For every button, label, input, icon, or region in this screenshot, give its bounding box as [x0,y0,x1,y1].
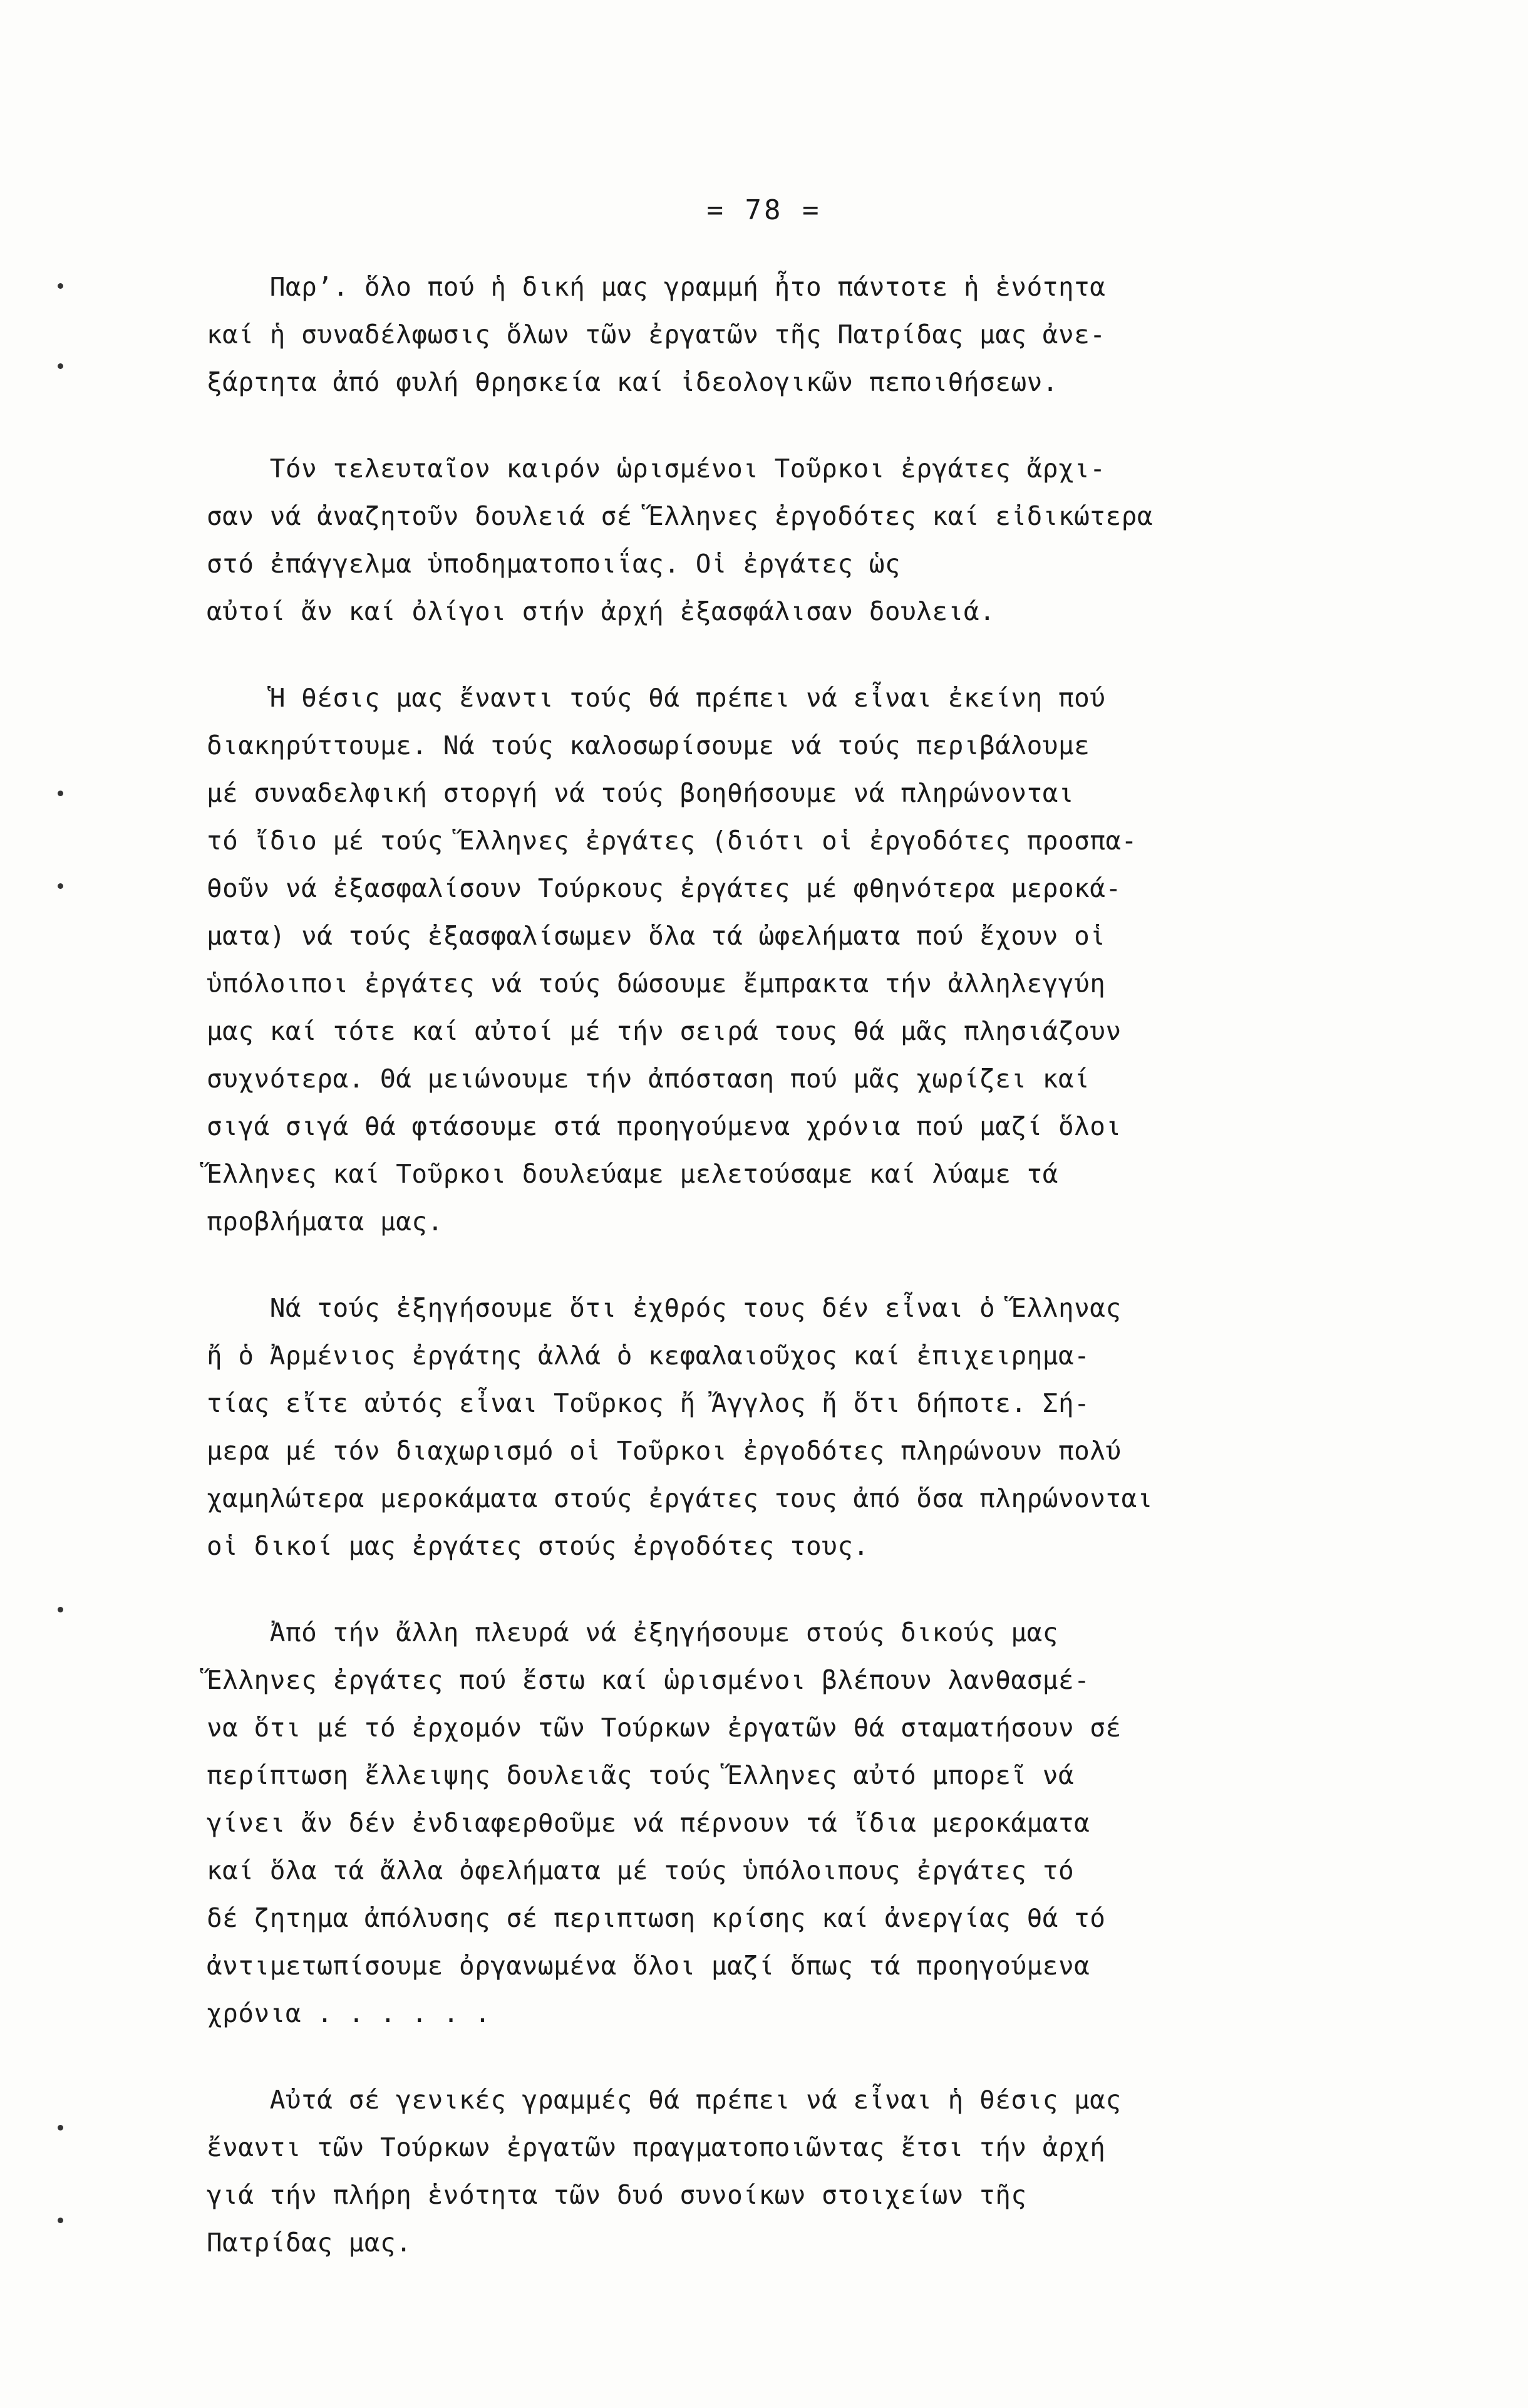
paragraph [207,263,1353,406]
text-line: ξάρτητα ἀπό φυλή θρησκεία καί ἰδεολογικῶν πεποιθήσεων. [207,367,1058,397]
text-line: αὐτοί ἄν καί ὀλίγοι στήν ἀρχή ἐξασφάλισαν δουλειά. [207,596,996,626]
page-number: = 78 = [706,194,822,226]
text-line: συχνότερα. Θά μειώνουμε τήν ἀπόσταση πού μᾶς χωρίζει καί [207,1064,1090,1094]
text-line: καί ἡ συναδέλφωσις ὅλων τῶν ἐργατῶν τῆς Πατρίδας μας ἀνε- [207,319,1106,350]
text-line: μας καί τότε καί αὐτοί μέ τήν σειρά τους θά μᾶς πλησιάζουν [207,1016,1122,1046]
body-text [207,263,1353,2305]
text-line: οἱ δικοί μας ἐργάτες στούς ἐργοδότες τους. [207,1531,869,1561]
text-line: χαμηλώτερα μεροκάματα στούς ἐργάτες τους ἀπό ὅσα πληρώνονται [207,1483,1154,1513]
margin-speck [58,283,63,289]
margin-speck [58,363,63,369]
margin-speck [58,2218,63,2223]
text-line: περίπτωση ἔλλειψης δουλειᾶς τούς Ἕλληνες αὐτό μπορεῖ νά [207,1760,1075,1790]
text-line: γίνει ἄν δέν ἐνδιαφερθοῦμε νά πέρνουν τά ἴδια μεροκάματα [207,1808,1090,1838]
text-line: τό ἴδιο μέ τούς Ἕλληνες ἐργάτες (διότι οἱ ἐργοδότες προσπα- [207,826,1137,856]
text-line: μέ συναδελφική στοργή νά τούς βοηθήσουμε νά πληρώνονται [207,778,1075,808]
text-line: να ὅτι μέ τό ἐρχομόν τῶν Τούρκων ἐργατῶν θά σταματήσουν σέ [207,1713,1122,1743]
text-line: καί ὅλα τά ἄλλα ὀφελήματα μέ τούς ὑπόλοιπους ἐργάτες τό [207,1855,1075,1886]
text-line: Νά τούς ἐξηγήσουμε ὅτι ἐχθρός τους δέν εἶναι ὁ Ἕλληνας [207,1293,1122,1323]
text-line: ματα) νά τούς ἐξασφαλίσωμεν ὅλα τά ὠφελήματα πού ἔχουν οἱ [207,921,1106,951]
text-line: γιά τήν πλήρη ἑνότητα τῶν δυό συνοίκων στοιχείων τῆς [207,2180,1027,2210]
paragraph [207,1284,1353,1570]
margin-speck [58,883,63,889]
margin-speck [58,2125,63,2130]
text-line: Αὐτά σέ γενικές γραμμές θά πρέπει νά εἶναι ἡ θέσις μας [207,2085,1122,2115]
paragraph [207,445,1353,635]
paragraph [207,674,1353,1245]
text-line: μερα μέ τόν διαχωρισμό οἱ Τοῦρκοι ἐργοδότες πληρώνουν πολύ [207,1436,1122,1466]
text-line: σαν νά ἀναζητοῦν δουλειά σέ Ἕλληνες ἐργοδότες καί εἰδικώτερα [207,501,1154,531]
text-line: θοῦν νά ἐξασφαλίσουν Τούρκους ἐργάτες μέ φθηνότερα μεροκά- [207,873,1122,903]
paragraph [207,2076,1353,2266]
paragraph [207,1609,1353,2037]
text-line: δέ ζητημα ἀπόλυσης σέ περιπτωση κρίσης καί ἀνεργίας θά τό [207,1903,1106,1933]
text-line: σιγά σιγά θά φτάσουμε στά προηγούμενα χρόνια πού μαζί ὅλοι [207,1111,1122,1141]
text-line: προβλήματα μας. [207,1207,443,1237]
margin-speck [58,791,63,796]
text-line: Παρ’. ὅλο πού ἡ δική μας γραμμή ἦτο πάντοτε ἡ ἑνότητα [207,272,1106,302]
text-line: Τόν τελευταῖον καιρόν ὡρισμένοι Τοῦρκοι ἐργάτες ἄρχι- [207,454,1106,484]
text-line: Πατρίδας μας. [207,2228,412,2258]
text-line: τίας εἴτε αὐτός εἶναι Τοῦρκος ἤ Ἄγγλος ἤ ὅτι δήποτε. Σή- [207,1388,1090,1418]
text-line: διακηρύττουμε. Νά τούς καλοσωρίσουμε νά τούς περιβάλουμε [207,730,1090,760]
text-line: Ἕλληνες καί Τοῦρκοι δουλεύαμε μελετούσαμε καί λύαμε τά [207,1159,1058,1189]
text-line: ὑπόλοιποι ἐργάτες νά τούς δώσουμε ἔμπρακτα τήν ἀλληλεγγύη [207,968,1106,999]
text-line: Ἕλληνες ἐργάτες πού ἔστω καί ὡρισμένοι βλέπουν λανθασμέ- [207,1665,1090,1695]
margin-speck [58,1607,63,1612]
text-line: Ἡ θέσις μας ἔναντι τούς θά πρέπει νά εἶναι ἐκείνη πού [207,683,1106,713]
text-line: ἀντιμετωπίσουμε ὀργανωμένα ὅλοι μαζί ὅπως τά προηγούμενα [207,1951,1090,1981]
text-line: χρόνια . . . . . . [207,1998,491,2028]
text-line: στό ἐπάγγελμα ὑποδηματοποιΐας. Οἱ ἐργάτες ὡς [207,549,901,579]
text-line: ἔναντι τῶν Τούρκων ἐργατῶν πραγματοποιῶντας ἔτσι τήν ἀρχή [207,2132,1106,2162]
text-line: ἤ ὁ Ἀρμένιος ἐργάτης ἀλλά ὁ κεφαλαιοῦχος καί ἐπιχειρημα- [207,1341,1090,1371]
text-line: Ἀπό τήν ἄλλη πλευρά νά ἐξηγήσουμε στούς δικούς μας [207,1617,1058,1648]
